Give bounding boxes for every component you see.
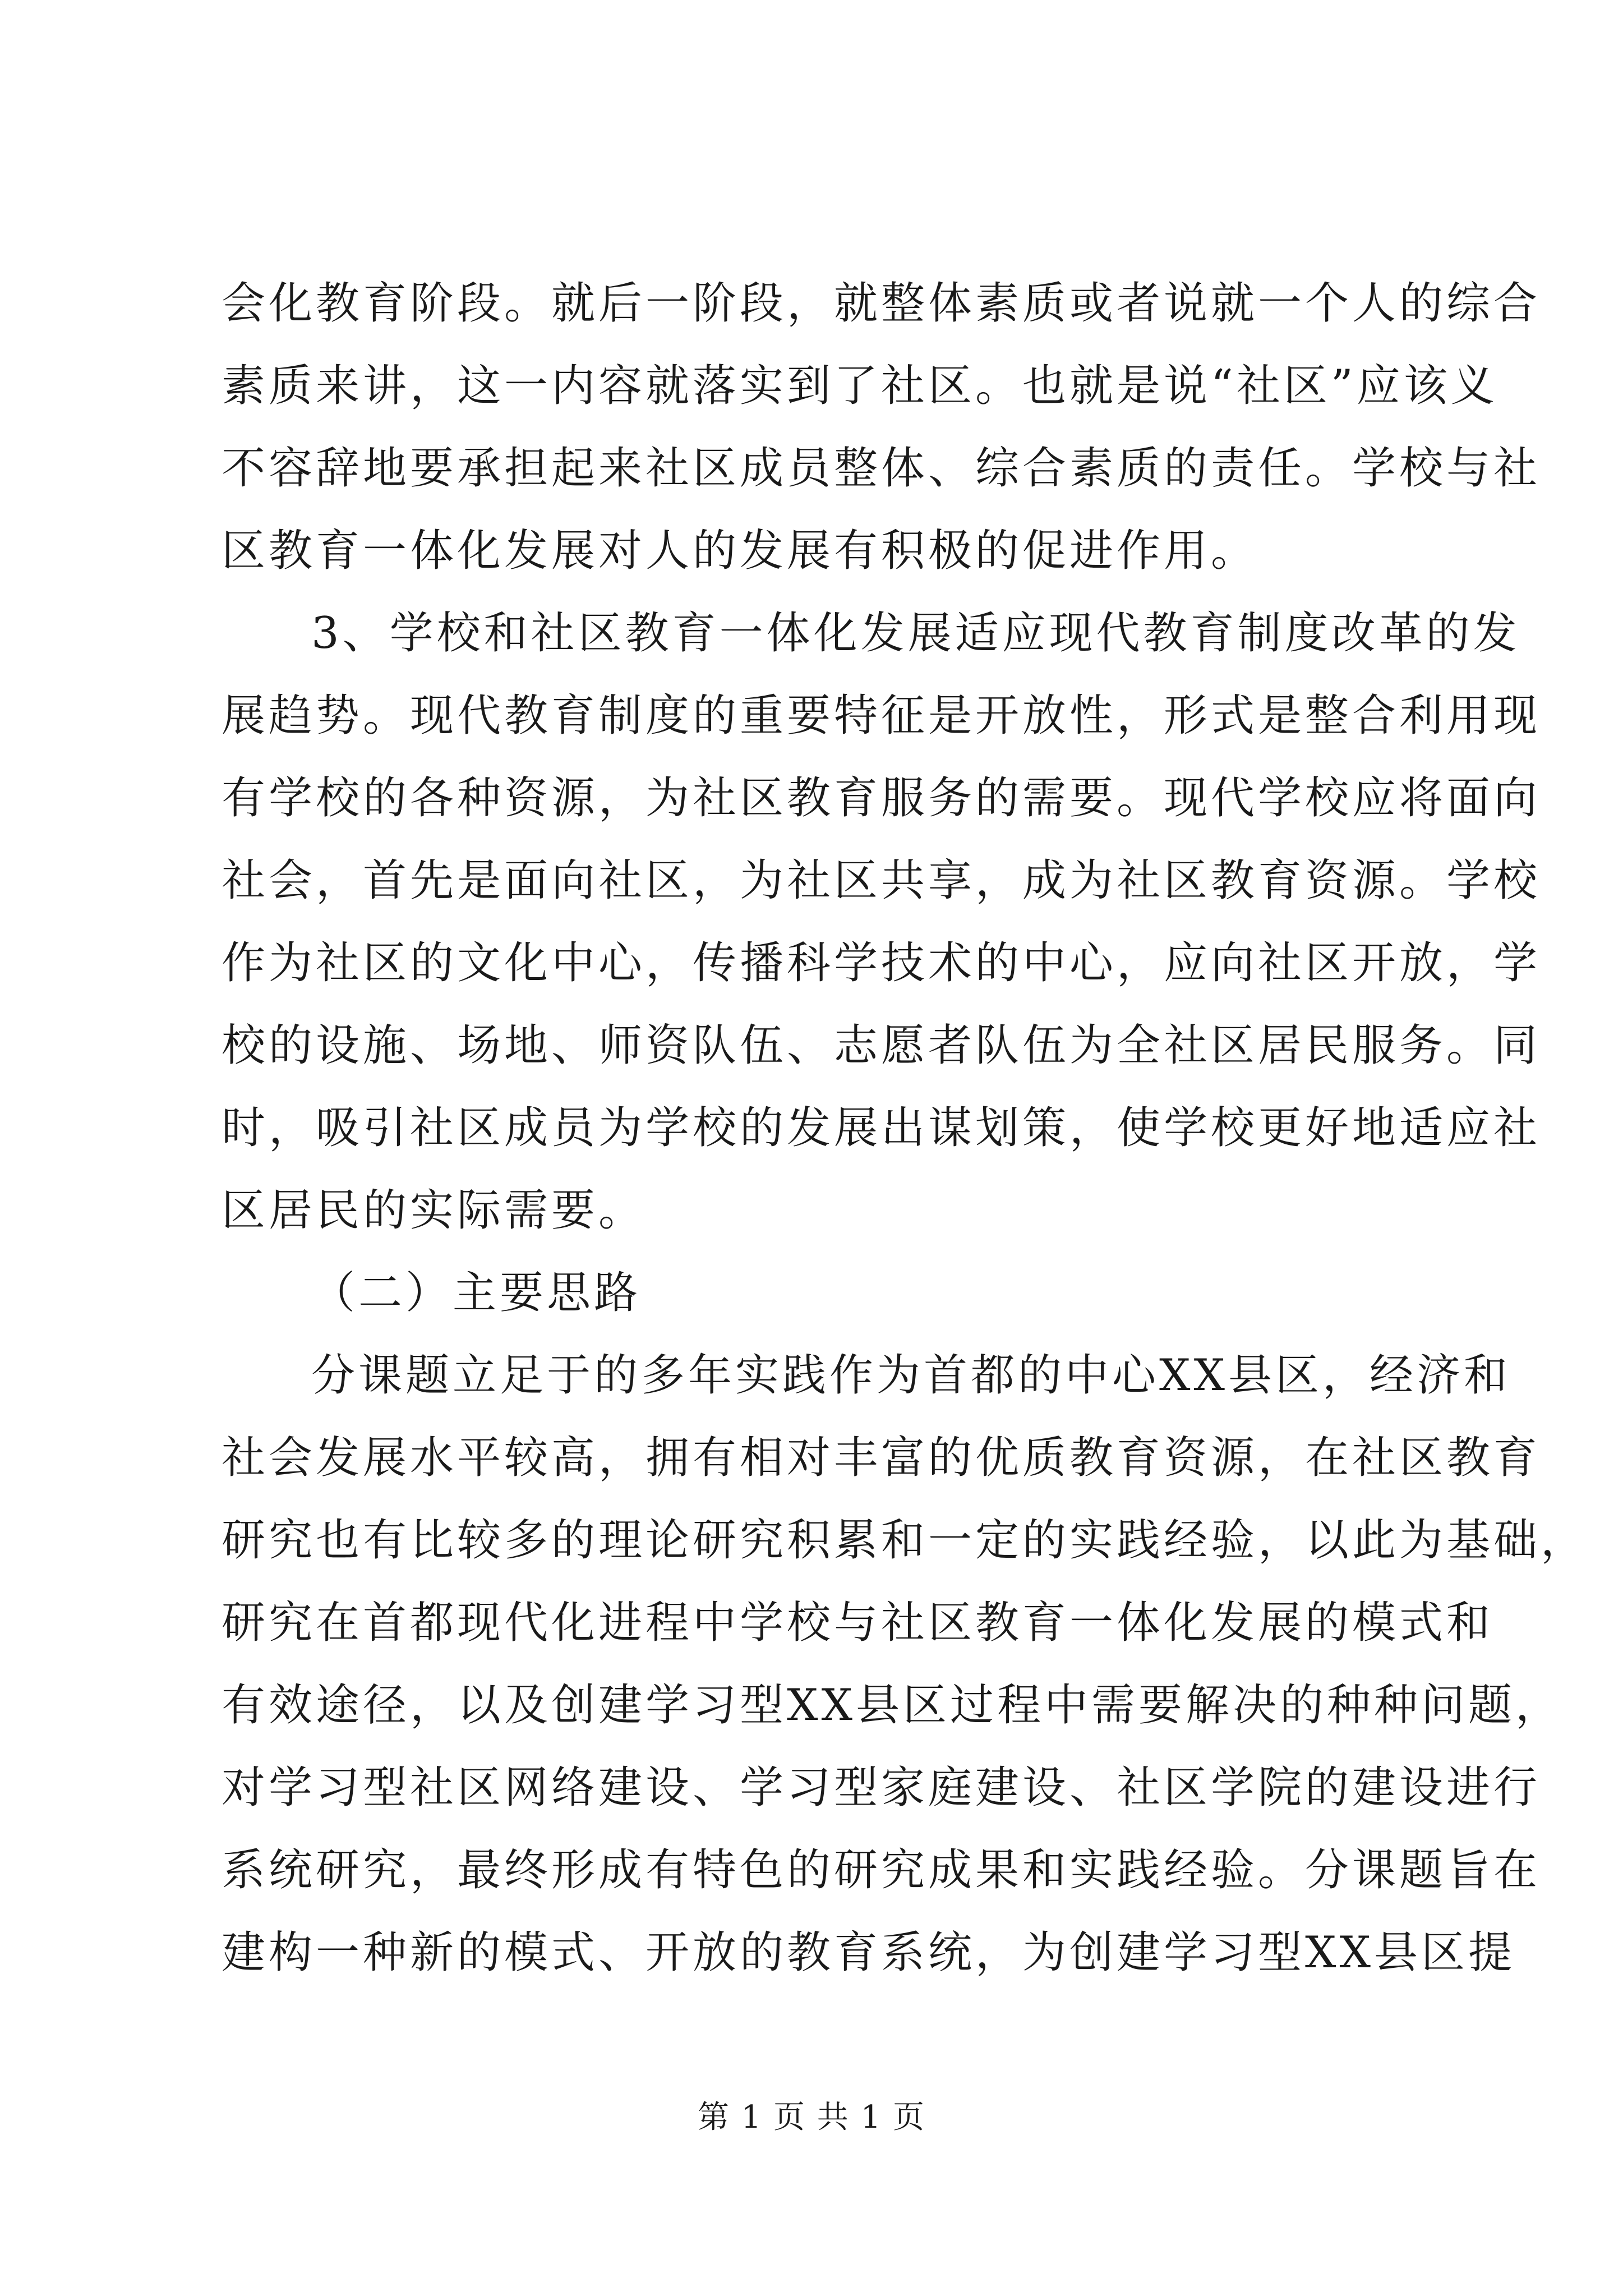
text-line: 建构一种新的模式、开放的教育系统，为创建学习型XX县区提: [222, 1927, 1516, 1978]
section-heading: （二）主要思路: [311, 1268, 642, 1318]
text-line: 分课题立足于的多年实践作为首都的中心XX县区，经济和: [311, 1350, 1511, 1401]
paragraph-continuation: [222, 263, 1541, 592]
page-footer: [0, 2095, 1623, 2140]
paragraph-main-ideas: [222, 1335, 1588, 1994]
text-line: 研究在首都现代化进程中学校与社区教育一体化发展的模式和: [222, 1598, 1494, 1648]
text-line: 系统研究，最终形成有特色的研究成果和实践经验。分课题旨在: [222, 1845, 1541, 1895]
text-line: 区教育一体化发展对人的发展有积极的促进作用。: [222, 526, 1258, 576]
document-body: [222, 263, 1588, 1994]
paragraph-point-3: [222, 592, 1541, 1252]
text-line: 社会，首先是面向社区，为社区共享，成为社区教育资源。学校: [222, 855, 1541, 906]
text-line: 社会发展水平较高，拥有相对丰富的优质教育资源，在社区教育: [222, 1433, 1541, 1483]
text-line: 区居民的实际需要。: [222, 1185, 646, 1236]
text-line: 校的设施、场地、师资队伍、志愿者队伍为全社区居民服务。同: [222, 1020, 1541, 1071]
text-line: 对学习型社区网络建设、学习型家庭建设、社区学院的建设进行: [222, 1763, 1541, 1813]
text-line: 时，吸引社区成员为学校的发展出谋划策，使学校更好地适应社: [222, 1103, 1541, 1153]
text-line: 会化教育阶段。就后一阶段，就整体素质或者说就一个人的综合: [222, 278, 1541, 329]
text-line: 展趋势。现代教育制度的重要特征是开放性，形式是整合利用现: [222, 691, 1541, 741]
text-line: 素质来讲，这一内容就落实到了社区。也就是说“社区”应该义: [222, 361, 1498, 411]
text-line: 不容辞地要承担起来社区成员整体、综合素质的责任。学校与社: [222, 443, 1541, 494]
text-line: 有学校的各种资源，为社区教育服务的需要。现代学校应将面向: [222, 773, 1541, 823]
text-line: 作为社区的文化中心，传播科学技术的中心，应向社区开放，学: [222, 938, 1541, 988]
text-line: 有效途径，以及创建学习型XX县区过程中需要解决的种种问题，: [222, 1680, 1563, 1731]
text-line: 研究也有比较多的理论研究积累和一定的实践经验，以此为基础，: [222, 1515, 1588, 1566]
text-line: 3、学校和社区教育一体化发展适应现代教育制度改革的发: [311, 608, 1520, 659]
page-number: 第 1 页 共 1 页: [697, 2099, 926, 2136]
